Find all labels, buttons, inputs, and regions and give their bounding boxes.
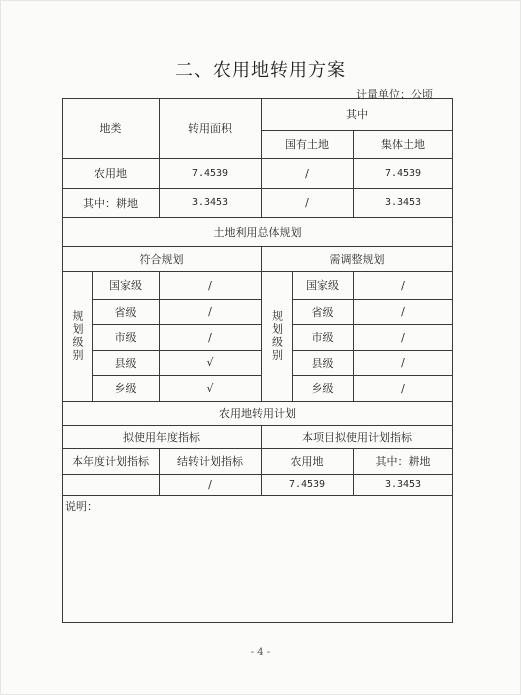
grid-line bbox=[62, 495, 453, 496]
header-conforms-planning: 符合规划 bbox=[139, 252, 184, 266]
left-value-county: √ bbox=[206, 356, 214, 369]
row-farmland-area: 7.4539 bbox=[191, 167, 229, 179]
left-value-township: √ bbox=[206, 381, 214, 395]
right-level-county: 县级 bbox=[311, 356, 334, 370]
left-value-national: / bbox=[208, 278, 212, 292]
page-title: 二、农用地转用方案 bbox=[175, 60, 346, 81]
left-level-township: 乡级 bbox=[114, 382, 137, 395]
header-needs-adjustment: 需调整规划 bbox=[329, 252, 385, 266]
note-label: 说明： bbox=[65, 500, 98, 513]
right-level-provincial: 省级 bbox=[311, 305, 334, 319]
subheader-cultivated: 其中：耕地 bbox=[375, 455, 431, 468]
header-state-land: 国有土地 bbox=[285, 138, 329, 151]
subheader-carryover-plan: 结转计划指标 bbox=[177, 455, 243, 468]
left-planning-level-label: 规划级别 bbox=[71, 310, 84, 362]
left-value-city: / bbox=[208, 330, 212, 344]
row-farmland-state: / bbox=[305, 166, 309, 180]
subheader-this-year-plan: 本年度计划指标 bbox=[72, 455, 149, 468]
left-level-city: 市级 bbox=[114, 331, 137, 344]
left-value-provincial: / bbox=[208, 305, 212, 318]
value-cultivated: 3.3453 bbox=[384, 479, 422, 490]
right-value-county: / bbox=[401, 356, 405, 369]
value-this-year-plan bbox=[62, 474, 159, 495]
right-level-city: 市级 bbox=[311, 331, 334, 344]
page-number: - 4 - bbox=[250, 647, 271, 658]
header-project-quota: 本项目拟使用计划指标 bbox=[302, 430, 412, 444]
value-farmland: 7.4539 bbox=[288, 479, 326, 490]
right-level-township: 乡级 bbox=[311, 382, 334, 395]
right-level-national: 国家级 bbox=[306, 279, 339, 292]
header-among: 其中 bbox=[346, 108, 368, 121]
right-value-national: / bbox=[401, 278, 405, 292]
row-farmland-name: 农用地 bbox=[94, 167, 127, 180]
unit-label: 计量单位：公顷 bbox=[356, 88, 433, 101]
left-level-national: 国家级 bbox=[109, 279, 142, 292]
header-land-type: 地类 bbox=[99, 122, 122, 135]
right-value-township: / bbox=[401, 381, 405, 395]
subheader-farmland: 农用地 bbox=[290, 455, 324, 468]
header-converted-area: 转用面积 bbox=[188, 122, 232, 135]
left-level-county: 县级 bbox=[114, 356, 137, 370]
row-farmland-collective: 7.4539 bbox=[384, 167, 422, 179]
left-level-provincial: 省级 bbox=[114, 305, 137, 319]
header-collective-land: 集体土地 bbox=[381, 138, 425, 151]
row-cultivated-state: / bbox=[305, 196, 309, 209]
row-cultivated-collective: 3.3453 bbox=[384, 197, 422, 208]
section-conversion-plan: 农用地转用计划 bbox=[219, 407, 296, 420]
row-cultivated-name: 其中：耕地 bbox=[83, 196, 138, 210]
right-value-city: / bbox=[401, 330, 405, 344]
row-cultivated-area: 3.3453 bbox=[191, 197, 229, 208]
right-planning-level-label: 规划级别 bbox=[270, 310, 284, 362]
right-value-provincial: / bbox=[401, 305, 405, 318]
value-carryover-plan: / bbox=[208, 478, 212, 491]
header-annual-quota: 拟使用年度指标 bbox=[123, 430, 200, 444]
section-general-planning: 土地利用总体规划 bbox=[213, 225, 302, 239]
